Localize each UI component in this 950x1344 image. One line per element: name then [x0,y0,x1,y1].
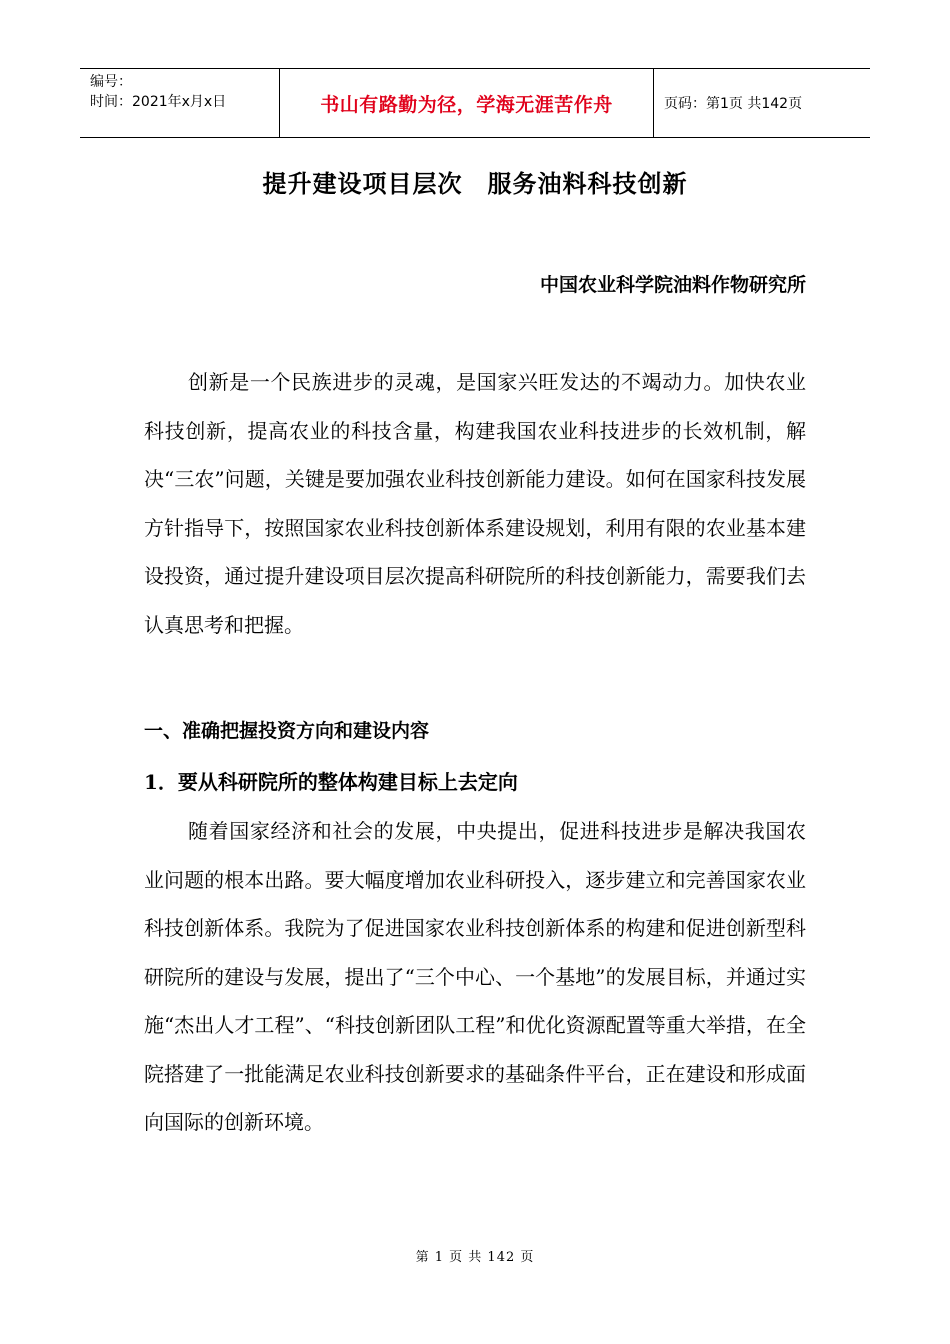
document-header [80,68,870,138]
number-label: 编号： [90,74,132,90]
intro-paragraph: 创新是一个民族进步的灵魂，是国家兴旺发达的不竭动力。加快农业科技创新，提高农业的科技含量，构建我国农业科技进步的长效机制，解决“三农”问题，关键是要加强农业科技创新能力建设。如何在国家科技发展方针指导下，按照国家农业科技创新体系建设规划，利用有限的农业基本建设投资，通过提升建设项目层次提高科研院所的科技创新能力，需要我们去认真思考和把握。 [144,370,806,637]
header-page-info: 页码：第1页 共142页 [664,96,803,112]
document-title: 提升建设项目层次 服务油料科技创新 [262,170,688,198]
header-motto: 书山有路勤为径，学海无涯苦作舟 [280,69,654,137]
page-footer: 第 1 页 共 142 页 [415,1250,535,1265]
subsection-heading: 1．要从科研院所的整体构建目标上去定向 [144,770,518,794]
body-paragraph: 随着国家经济和社会的发展，中央提出，促进科技进步是解决我国农业问题的根本出路。要大幅度增加农业科研投入，逐步建立和完善国家农业科技创新体系。我院为了促进国家农业科技创新体系的构建和促进创新型科研院所的建设与发展，提出了“三个中心、一个基地”的发展目标，并通过实施“杰出人才工程”、“科技创新团队工程”和优化资源配置等重大举措，在全院搭建了一批能满足农业科技创新要求的基础条件平台，正在建设和形成面向国际的创新环境。 [144,819,806,1134]
header-meta-cell [80,69,280,137]
section-heading: 一、准确把握投资方向和建设内容 [144,720,430,742]
author-organization: 中国农业科学院油料作物研究所 [539,274,806,296]
date-label: 时间：2021年x月x日 [90,94,227,110]
